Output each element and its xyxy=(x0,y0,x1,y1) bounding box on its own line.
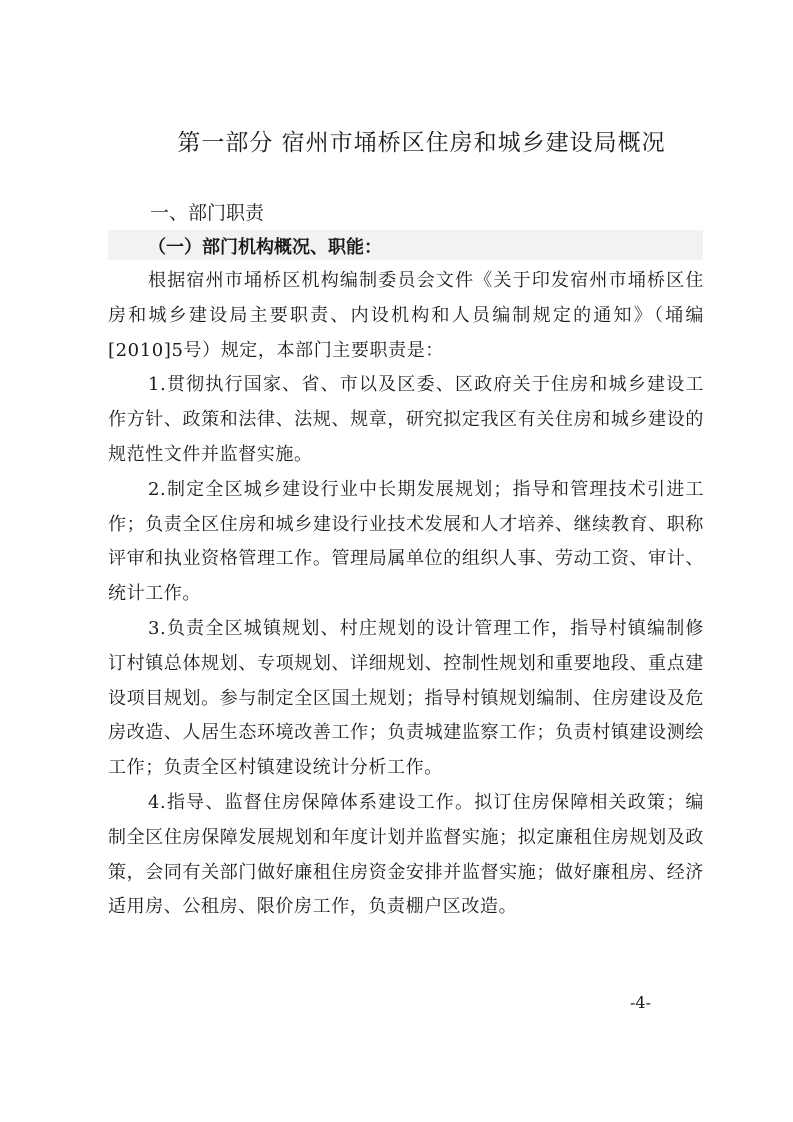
paragraph-intro: 根据宿州市埇桥区机构编制委员会文件《关于印发宿州市埇桥区住房和城乡建设局主要职责、内设机构和人员编制规定的通知》（埇编[2010]5号）规定，本部门主要职责是： xyxy=(108,270,704,361)
section-heading: 一、部门职责 xyxy=(150,202,265,224)
page-title: 第一部分 宿州市埇桥区住房和城乡建设局概况 xyxy=(177,130,666,156)
page-number: -4- xyxy=(630,993,651,1012)
paragraph-duty-4: 4.指导、监督住房保障体系建设工作。拟订住房保障相关政策；编制全区住房保障发展规划和年度计划并监督实施；拟定廉租住房规划及政策，会同有关部门做好廉租住房资金安排并监督实施；做好廉租房、经济适用房、公租房、限价房工作，负责棚户区改造。 xyxy=(108,791,704,918)
paragraph-duty-2: 2.制定全区城乡建设行业中长期发展规划；指导和管理技术引进工作；负责全区住房和城乡建设行业技术发展和人才培养、继续教育、职称评审和执业资格管理工作。管理局属单位的组织人事、劳动工资、审计、统计工作。 xyxy=(108,478,704,605)
paragraph-duty-1: 1.贯彻执行国家、省、市以及区委、区政府关于住房和城乡建设工作方针、政策和法律、法规、规章，研究拟定我区有关住房和城乡建设的规范性文件并监督实施。 xyxy=(108,374,704,465)
paragraph-duty-3: 3.负责全区城镇规划、村庄规划的设计管理工作，指导村镇编制修订村镇总体规划、专项规划、详细规划、控制性规划和重要地段、重点建设项目规划。参与制定全区国土规划；指导村镇规划编制、住房建设及危房改造、人居生态环境改善工作；负责城建监察工作；负责村镇建设测绘工作；负责全区村镇建设统计分析工作。 xyxy=(108,617,704,779)
body-text xyxy=(108,264,704,925)
subsection-heading: （一）部门机构概况、职能： xyxy=(148,237,382,258)
